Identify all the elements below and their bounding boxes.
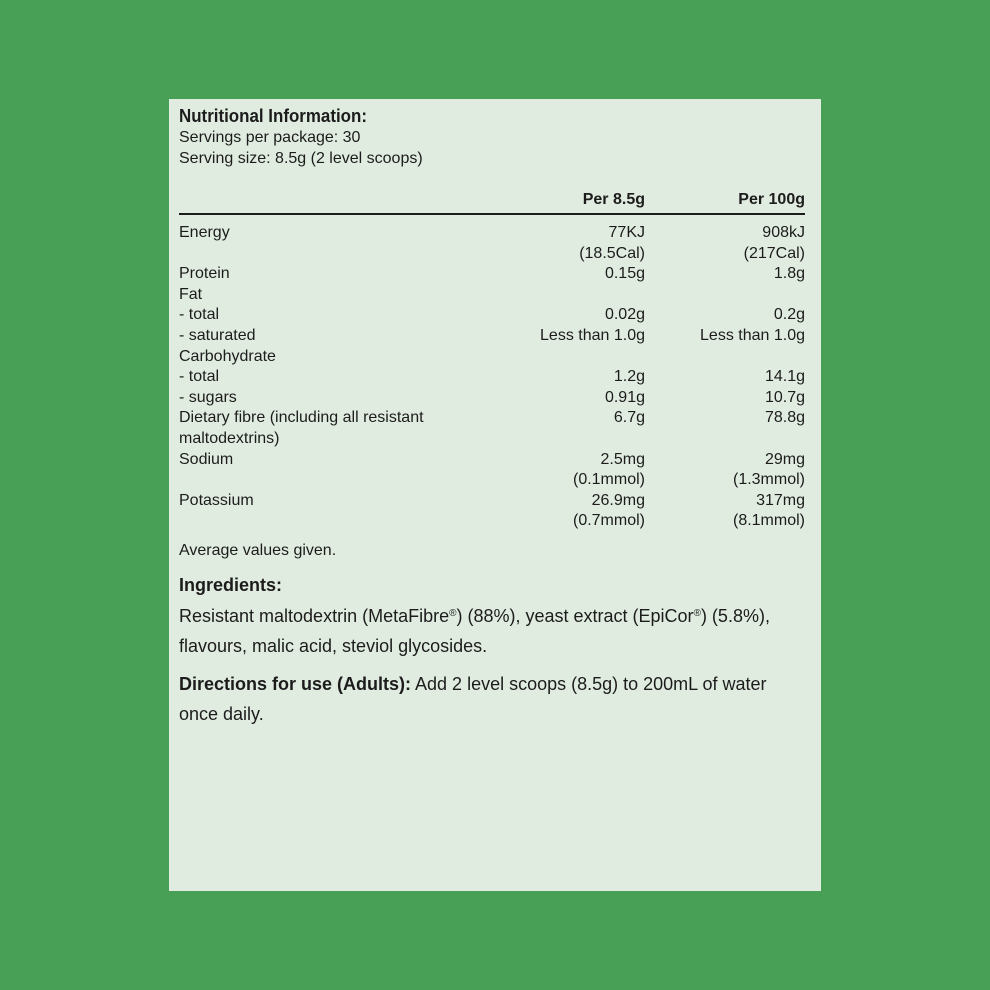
nutrient-name: - total xyxy=(179,368,220,386)
nutrient-value: 77KJ xyxy=(608,224,645,241)
nutrient-value: 0.15g xyxy=(604,265,645,283)
table-row xyxy=(179,285,805,306)
average-values-note: Average values given. xyxy=(179,541,337,559)
value-per-100g xyxy=(645,326,805,347)
nutrient-value: 1.8g xyxy=(773,265,805,283)
ingredients-part: Resistant maltodextrin (MetaFibre xyxy=(179,605,450,626)
nutrient-value: 14.1g xyxy=(764,368,805,386)
directions-body: once daily. xyxy=(179,703,264,724)
header-per-100g: Per 100g xyxy=(738,191,805,208)
table-row xyxy=(179,367,805,388)
registered-mark: ® xyxy=(693,607,701,619)
nutrient-value: 0.2g xyxy=(773,306,805,324)
nutrient-value: 29mg xyxy=(764,450,805,468)
value-per-serving xyxy=(445,223,645,264)
nutrient-value: 317mg xyxy=(756,491,805,509)
directions-body: Add 2 level scoops (8.5g) to 200mL of water xyxy=(411,673,767,694)
panel-title: Nutritional Information: xyxy=(179,106,367,126)
value-per-serving xyxy=(445,305,645,326)
nutrient-value: (217Cal) xyxy=(743,244,805,262)
nutrient-name: Carbohydrate xyxy=(179,347,276,365)
nutrient-value: (18.5Cal) xyxy=(579,244,645,262)
nutrient-value: 26.9mg xyxy=(591,491,645,509)
nutrient-value: Less than 1.0g xyxy=(700,326,805,344)
value-per-serving xyxy=(445,408,645,449)
value-per-100g xyxy=(645,388,805,409)
value-per-100g xyxy=(645,223,805,264)
table-row xyxy=(179,264,805,285)
value-per-serving xyxy=(445,491,645,532)
nutrient-value: (0.1mmol) xyxy=(572,471,645,489)
table-row xyxy=(179,347,805,368)
ingredients-part: ) (88%), yeast extract (EpiCor xyxy=(456,605,694,626)
nutrient-value: 6.7g xyxy=(613,409,645,427)
nutrient-name: Sodium xyxy=(179,450,234,468)
value-per-100g xyxy=(645,408,805,449)
value-per-100g xyxy=(645,491,805,532)
directions-label: Directions for use (Adults): xyxy=(179,673,412,694)
value-per-100g xyxy=(645,347,805,368)
registered-mark: ® xyxy=(449,607,457,619)
nutrient-value: (8.1mmol) xyxy=(732,512,805,530)
nutrient-value: (0.7mmol) xyxy=(572,512,645,530)
nutrient-value: 1.2g xyxy=(613,368,645,386)
table-row xyxy=(179,408,805,449)
nutrient-value: Less than 1.0g xyxy=(540,326,645,344)
table-row xyxy=(179,450,805,491)
nutrition-table xyxy=(179,183,805,532)
value-per-100g xyxy=(645,450,805,491)
table-row xyxy=(179,388,805,409)
table-row xyxy=(179,223,805,264)
value-per-serving xyxy=(445,347,645,368)
nutrient-value: 2.5mg xyxy=(600,450,645,468)
value-per-100g xyxy=(645,285,805,306)
nutrient-name: - saturated xyxy=(179,326,256,344)
header-per-serving: Per 8.5g xyxy=(582,191,645,208)
directions-text xyxy=(179,669,805,729)
value-per-serving xyxy=(445,326,645,347)
value-per-serving xyxy=(445,388,645,409)
table-row xyxy=(179,491,805,532)
nutrient-value: 0.91g xyxy=(604,388,645,406)
nutrient-name: - total xyxy=(179,306,220,324)
nutrient-name: - sugars xyxy=(179,388,237,406)
table-row xyxy=(179,326,805,347)
value-per-serving xyxy=(445,264,645,285)
ingredients-text xyxy=(179,599,805,661)
nutrient-name: Dietary fibre (including all resistant maltodextrins) xyxy=(179,409,424,447)
nutrient-value: 908kJ xyxy=(762,224,805,241)
nutrient-name: Protein xyxy=(179,265,230,283)
value-per-100g xyxy=(645,367,805,388)
nutrition-table-body xyxy=(179,215,805,532)
nutrition-panel xyxy=(169,99,821,891)
value-per-100g xyxy=(645,305,805,326)
value-per-100g xyxy=(645,264,805,285)
ingredients-part: ) (5.8%), xyxy=(700,605,770,626)
table-row xyxy=(179,305,805,326)
value-per-serving xyxy=(445,285,645,306)
ingredients-part: flavours, malic acid, steviol glycosides. xyxy=(179,635,488,656)
value-per-serving xyxy=(445,367,645,388)
nutrition-table-header xyxy=(179,183,805,215)
nutrient-name: Fat xyxy=(179,285,203,303)
servings-per-package: Servings per package: 30 xyxy=(179,129,361,146)
nutrient-value: 0.02g xyxy=(604,306,645,324)
ingredients-heading: Ingredients: xyxy=(179,574,283,595)
nutrient-value: 78.8g xyxy=(764,409,805,427)
serving-size: Serving size: 8.5g (2 level scoops) xyxy=(179,150,423,167)
nutrient-name: Potassium xyxy=(179,491,254,509)
nutrient-name: Energy xyxy=(179,224,230,241)
nutrient-value: 10.7g xyxy=(764,388,805,406)
nutrient-value: (1.3mmol) xyxy=(732,471,805,489)
value-per-serving xyxy=(445,450,645,491)
